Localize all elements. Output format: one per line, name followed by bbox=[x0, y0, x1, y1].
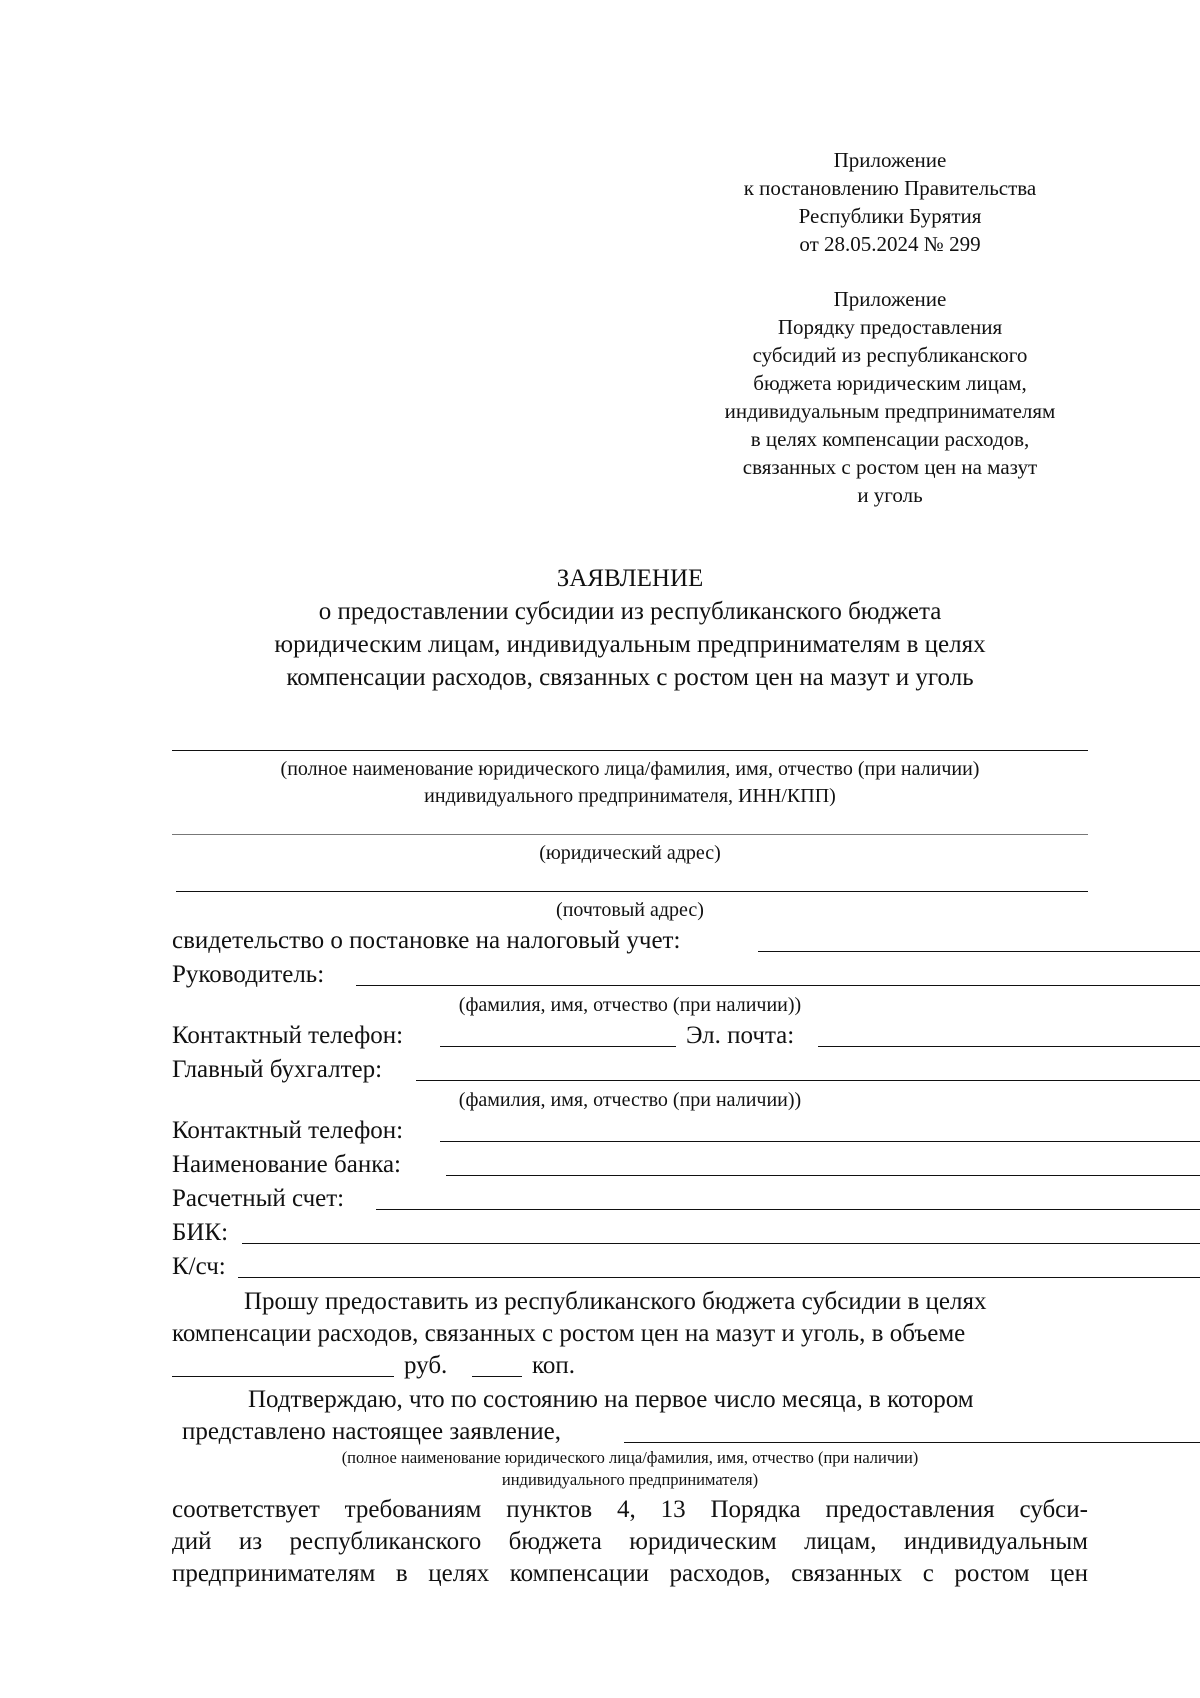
tax-certificate-row bbox=[172, 925, 1088, 957]
confirm-line-text: представлено настоящее заявление, bbox=[182, 1418, 561, 1445]
account-label: Расчетный счет: bbox=[172, 1185, 345, 1212]
request-paragraph bbox=[172, 1286, 1088, 1382]
account-row bbox=[172, 1183, 1088, 1215]
org-name-caption bbox=[172, 756, 1088, 810]
confirm-org-caption bbox=[172, 1447, 1088, 1491]
confirm-tail-line: предпринимателям в целях компенсации расходов, связанных с ростом цен bbox=[172, 1560, 1088, 1587]
caption-line: индивидуального предпринимателя, ИНН/КПП) bbox=[424, 785, 836, 807]
postal-address-blank-line[interactable] bbox=[176, 891, 1088, 892]
chief-accountant-label: Главный бухгалтер: bbox=[172, 1056, 383, 1083]
request-line-text: компенсации расходов, связанных с ростом цен на мазут и уголь, в объеме bbox=[172, 1320, 966, 1347]
appendix-decree-header bbox=[690, 146, 1090, 258]
accountant-phone-field[interactable] bbox=[440, 1141, 1200, 1142]
header-line: субсидий из республиканского bbox=[752, 343, 1028, 367]
head-row bbox=[172, 959, 1088, 991]
bik-row bbox=[172, 1217, 1088, 1249]
corr-account-row bbox=[172, 1251, 1088, 1283]
bik-label: БИК: bbox=[172, 1219, 229, 1246]
confirm-tail-line: соответствует требованиям пунктов 4, 13 Порядка предоставления субси- bbox=[172, 1496, 1088, 1523]
bank-name-row bbox=[172, 1149, 1088, 1181]
caption-line: (полное наименование юридического лица/фамилия, имя, отчество (при наличии) bbox=[341, 1448, 919, 1467]
head-fio-caption: (фамилия, имя, отчество (при наличии)) bbox=[458, 994, 802, 1016]
header-line: связанных с ростом цен на мазут bbox=[742, 455, 1038, 479]
confirm-line bbox=[172, 1384, 1088, 1416]
head-field[interactable] bbox=[356, 985, 1200, 986]
caption-line: (полное наименование юридического лица/фамилия, имя, отчество (при наличии) bbox=[280, 758, 980, 780]
head-label: Руководитель: bbox=[172, 961, 325, 988]
header-line: от 28.05.2024 № 299 bbox=[799, 232, 981, 256]
confirm-line bbox=[172, 1416, 1088, 1448]
amount-kop-field[interactable] bbox=[472, 1376, 522, 1377]
header-line: в целях компенсации расходов, bbox=[750, 427, 1030, 451]
corr-account-field[interactable] bbox=[238, 1277, 1200, 1278]
corr-account-label: К/сч: bbox=[172, 1253, 226, 1280]
tax-certificate-label: свидетельство о постановке на налоговый учет: bbox=[172, 927, 681, 954]
header-line: Республики Бурятия bbox=[798, 204, 982, 228]
request-amount-line bbox=[172, 1350, 1088, 1382]
header-line: бюджета юридическим лицам, bbox=[753, 371, 1027, 395]
bank-name-label: Наименование банка: bbox=[172, 1151, 402, 1178]
header-line: Порядку предоставления bbox=[777, 315, 1003, 339]
head-contacts-row bbox=[172, 1020, 1088, 1052]
head-phone-field[interactable] bbox=[440, 1046, 676, 1047]
header-line: Приложение bbox=[833, 287, 947, 311]
header-line: Приложение bbox=[833, 148, 947, 172]
legal-address-caption: (юридический адрес) bbox=[539, 842, 721, 864]
accountant-phone-label: Контактный телефон: bbox=[172, 1117, 404, 1144]
confirm-tail-paragraph bbox=[172, 1494, 1088, 1590]
chief-accountant-field[interactable] bbox=[416, 1080, 1200, 1081]
email-label: Эл. почта: bbox=[686, 1022, 795, 1049]
request-line-text: Прошу предоставить из республиканского бюджета субсидии в целях bbox=[244, 1288, 987, 1315]
postal-address-caption: (почтовый адрес) bbox=[556, 899, 704, 921]
org-name-blank-line[interactable] bbox=[172, 750, 1088, 751]
chief-accountant-row bbox=[172, 1054, 1088, 1086]
title-heading: ЗАЯВЛЕНИЕ bbox=[556, 565, 704, 592]
amount-rub-field[interactable] bbox=[172, 1376, 394, 1377]
title-line: о предоставлении субсидии из республиканского бюджета bbox=[318, 598, 942, 625]
rub-label: руб. bbox=[404, 1352, 448, 1379]
request-line bbox=[172, 1286, 1088, 1318]
header-line: индивидуальным предпринимателям bbox=[724, 399, 1056, 423]
confirm-org-field[interactable] bbox=[624, 1442, 1200, 1443]
request-line bbox=[172, 1318, 1088, 1350]
accountant-fio-caption: (фамилия, имя, отчество (при наличии)) bbox=[458, 1089, 802, 1111]
tax-certificate-field[interactable] bbox=[758, 951, 1200, 952]
title-line: юридическим лицам, индивидуальным предпринимателям в целях bbox=[274, 631, 986, 658]
legal-address-blank-line[interactable] bbox=[172, 834, 1088, 835]
bik-field[interactable] bbox=[242, 1243, 1200, 1244]
title-line: компенсации расходов, связанных с ростом цен на мазут и уголь bbox=[286, 664, 974, 691]
header-line: и уголь bbox=[857, 483, 923, 507]
bank-name-field[interactable] bbox=[446, 1175, 1200, 1176]
confirm-line-text: Подтверждаю, что по состоянию на первое число месяца, в котором bbox=[248, 1386, 974, 1413]
head-phone-label: Контактный телефон: bbox=[172, 1022, 404, 1049]
confirm-tail-line: дий из республиканского бюджета юридическим лицам, индивидуальным bbox=[172, 1528, 1088, 1555]
confirm-paragraph bbox=[172, 1384, 1088, 1448]
appendix-procedure-header bbox=[690, 285, 1090, 509]
account-field[interactable] bbox=[376, 1209, 1200, 1210]
document-title bbox=[172, 562, 1088, 694]
caption-line: индивидуального предпринимателя) bbox=[501, 1470, 759, 1489]
header-line: к постановлению Правительства bbox=[743, 176, 1037, 200]
email-field[interactable] bbox=[818, 1046, 1200, 1047]
kop-label: коп. bbox=[532, 1352, 576, 1379]
accountant-phone-row bbox=[172, 1115, 1088, 1147]
